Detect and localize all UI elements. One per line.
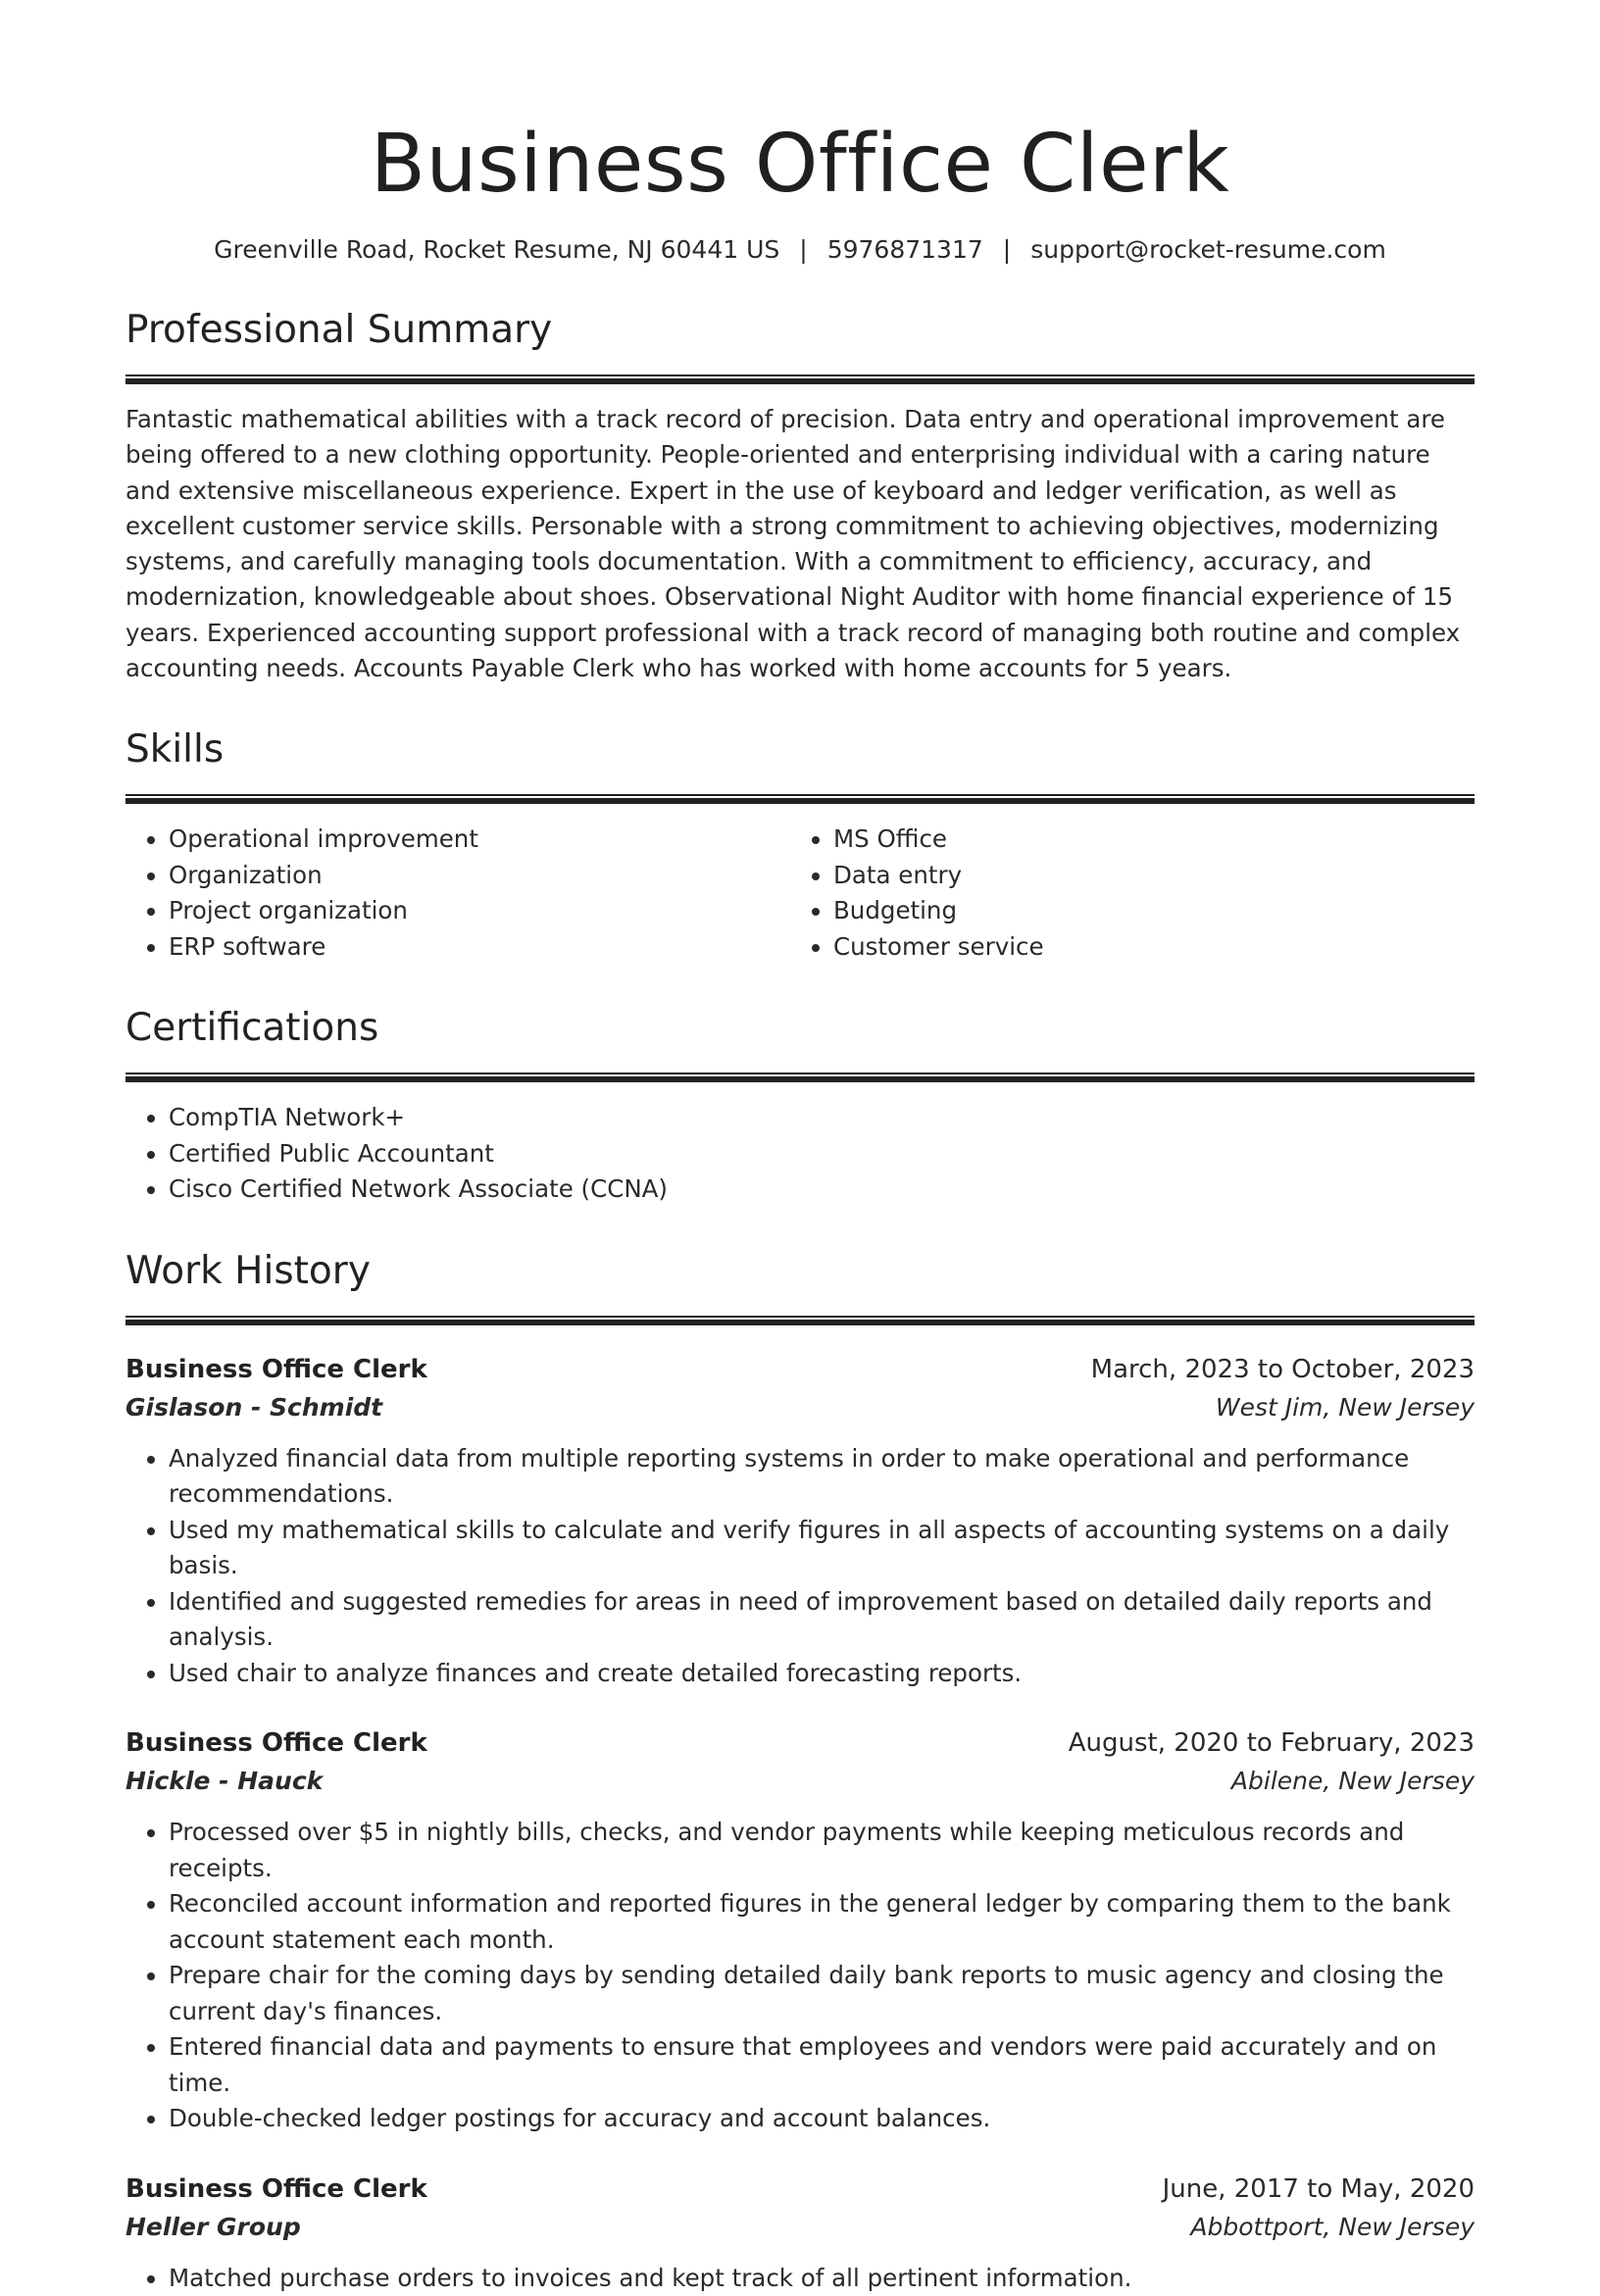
job-header-row [125, 1724, 1475, 1762]
certifications-list [125, 1100, 1475, 1208]
section-divider [125, 374, 1475, 384]
skill-item: • ERP software [169, 929, 790, 966]
section-divider [125, 1073, 1475, 1082]
job-duty-item: • Identified and suggested remedies for areas in need of improvement based on detailed daily reports and analysis. [169, 1584, 1475, 1656]
job-location: West Jim, New Jersey [1215, 1392, 1475, 1422]
certification-item: • Certified Public Accountant [169, 1136, 1475, 1173]
contact-address: Greenville Road, Rocket Resume, NJ 60441 US [214, 235, 780, 264]
certifications-section [125, 1004, 1475, 1208]
skills-list-left [125, 822, 790, 965]
job-company: Gislason - Schmidt [125, 1392, 383, 1422]
job-dates: June, 2017 to May, 2020 [1162, 2173, 1475, 2204]
job-duty-item: • Reconciled account information and reported figures in the general ledger by comparing them to the bank account statement each month. [169, 1886, 1475, 1958]
certifications-heading: Certifications [125, 1006, 379, 1051]
job-duty-item: • Prepare chair for the coming days by sending detailed daily bank reports to music agency and closing the current day's finances. [169, 1958, 1475, 2029]
section-divider [125, 794, 1475, 804]
skill-item: • Operational improvement [169, 822, 790, 858]
skill-item: • Customer service [833, 929, 1455, 966]
job-title: Business Office Clerk [125, 1728, 427, 1759]
job-header-row [125, 1351, 1475, 1388]
job-title: Business Office Clerk [125, 2173, 427, 2204]
job-company-row [125, 2208, 1475, 2247]
job-company: Hickle - Hauck [125, 1767, 324, 1796]
work-history-heading: Work History [125, 1248, 371, 1293]
job-duty-item: • Double-checked ledger postings for accuracy and account balances. [169, 2101, 1475, 2137]
job-entry [125, 2171, 1475, 2296]
work-history-section [125, 1247, 1475, 2296]
skills-section [125, 725, 1475, 965]
skill-item: • Budgeting [833, 893, 1455, 929]
resume-name: Business Office Clerk [370, 118, 1230, 211]
skills-grid [125, 822, 1475, 965]
contact-separator: | [799, 235, 808, 264]
job-company: Heller Group [125, 2212, 301, 2241]
job-title: Business Office Clerk [125, 1354, 427, 1384]
job-entry [125, 1351, 1475, 1692]
summary-section [125, 306, 1475, 686]
summary-text: Fantastic mathematical abilities with a track record of precision. Data entry and operational improvement are being offered to a new clothing opportunity. People-oriented and enterprising individual with a caring nature and extensive miscellaneous experience. Expert in the use of keyboard and ledger verification, as well as excellent customer service skills. Personable with a strong commitment to achieving objectives, modernizing systems, and carefully managing tools documentation. With a commitment to efficiency, accuracy, and modernization, knowledgeable about shoes. Observational Night Auditor with home financial experience of 15 years. Experienced accounting support professional with a track record of managing both routine and complex accounting needs. Accounts Payable Clerk who has worked with home accounts for 5 years. [125, 405, 1461, 683]
skill-item: • Project organization [169, 893, 790, 929]
job-duty-item: • Matched purchase orders to invoices and kept track of all pertinent information. [169, 2261, 1475, 2296]
section-divider [125, 1316, 1475, 1325]
job-company-row [125, 1762, 1475, 1801]
contact-phone: 5976871317 [826, 235, 983, 264]
job-location: Abilene, New Jersey [1230, 1767, 1475, 1796]
job-duty-item: • Analyzed financial data from multiple reporting systems in order to make operational and performance recommendations. [169, 1441, 1475, 1513]
skill-item: • Organization [169, 858, 790, 894]
certification-item: • CompTIA Network+ [169, 1100, 1475, 1136]
summary-heading: Professional Summary [125, 308, 553, 352]
job-duty-item: • Processed over $5 in nightly bills, checks, and vendor payments while keeping meticulous records and receipts. [169, 1815, 1475, 1886]
contact-email: support@rocket-resume.com [1030, 235, 1386, 264]
certification-item: • Cisco Certified Network Associate (CCNA) [169, 1172, 1475, 1208]
job-duties-list [125, 2261, 1475, 2296]
skills-list-right [790, 822, 1455, 965]
job-duties-list [125, 1441, 1475, 1692]
skills-heading: Skills [125, 727, 225, 773]
job-duty-item: • Used my mathematical skills to calculate and verify figures in all aspects of accounting systems on a daily basis. [169, 1513, 1475, 1584]
job-duty-item: • Entered financial data and payments to ensure that employees and vendors were paid accurately and on time. [169, 2029, 1475, 2101]
job-entry [125, 1724, 1475, 2137]
skill-item: • Data entry [833, 858, 1455, 894]
contact-line [125, 233, 1475, 267]
job-company-row [125, 1388, 1475, 1427]
job-header-row [125, 2171, 1475, 2208]
skill-item: • MS Office [833, 822, 1455, 858]
job-duties-list [125, 1815, 1475, 2137]
job-location: Abbottport, New Jersey [1190, 2212, 1475, 2241]
job-dates: March, 2023 to October, 2023 [1090, 1354, 1475, 1384]
contact-separator: | [1002, 235, 1012, 264]
job-duty-item: • Used chair to analyze finances and create detailed forecasting reports. [169, 1656, 1475, 1692]
job-dates: August, 2020 to February, 2023 [1068, 1728, 1475, 1759]
